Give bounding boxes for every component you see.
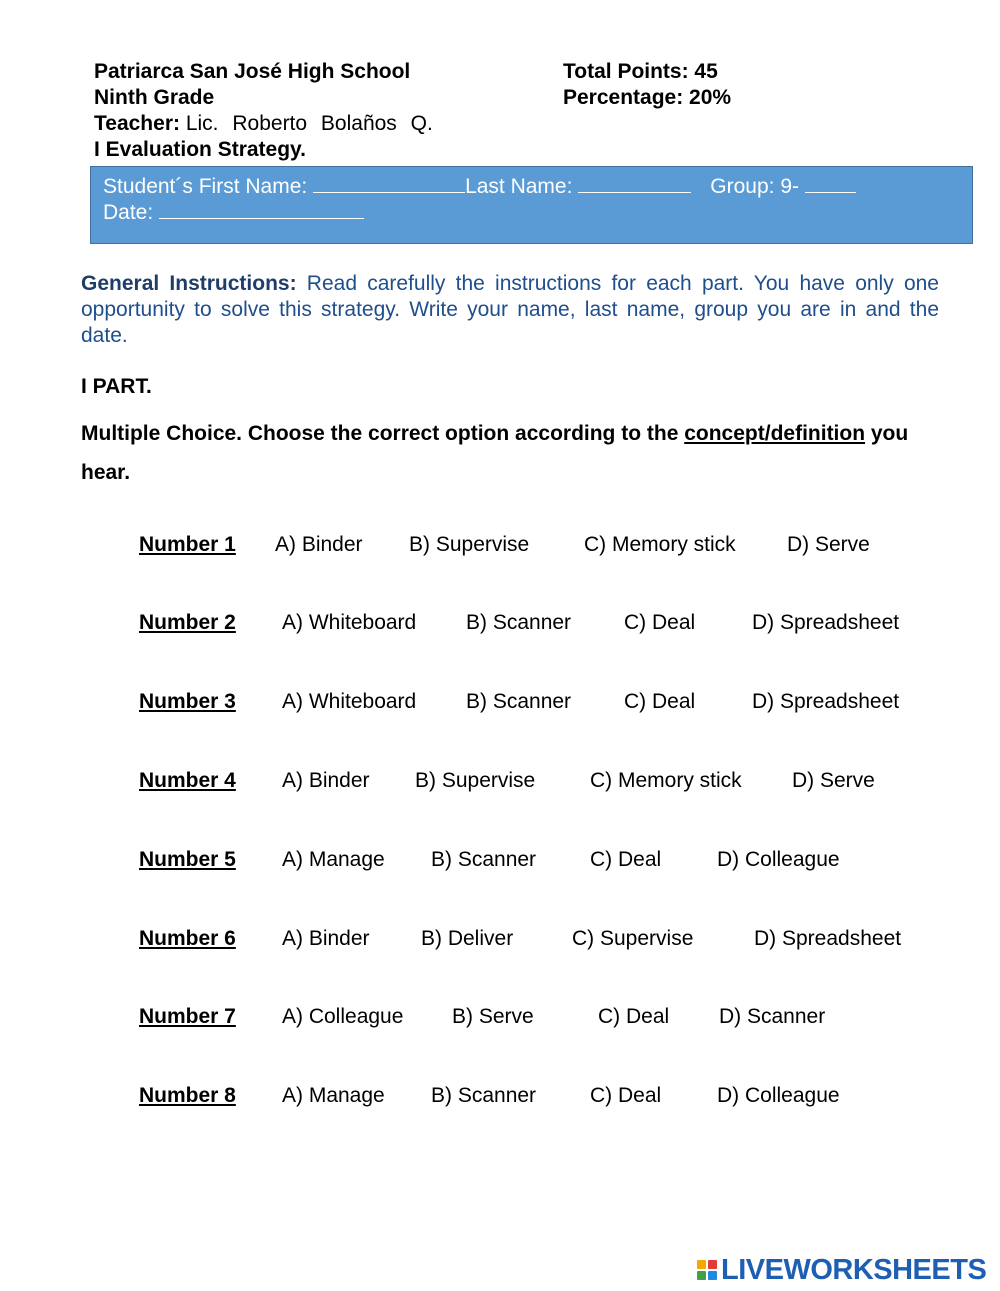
option-d[interactable]: D) Serve <box>787 533 870 556</box>
option-b[interactable]: B) Serve <box>452 1005 534 1028</box>
option-a[interactable]: A) Whiteboard <box>282 690 417 713</box>
percentage: Percentage: 20% <box>563 86 732 109</box>
multiple-choice-instructions <box>81 414 941 492</box>
question-label: Number 3 <box>139 690 236 713</box>
last-name-blank[interactable] <box>578 174 691 193</box>
option-a[interactable]: A) Manage <box>282 1084 385 1107</box>
question-label: Number 2 <box>139 611 236 634</box>
option-b[interactable]: B) Scanner <box>431 1084 537 1107</box>
question-label: Number 5 <box>139 848 236 871</box>
student-info-box <box>90 166 973 244</box>
option-c[interactable]: C) Deal <box>590 848 662 871</box>
teacher-name-3: Bolaños <box>320 112 397 135</box>
option-a[interactable]: A) Binder <box>275 533 363 556</box>
first-name-blank[interactable] <box>313 174 465 193</box>
logo-text: LIVEWORKSHEETS <box>721 1253 987 1286</box>
option-d[interactable]: D) Scanner <box>719 1005 826 1028</box>
date-label: Date: <box>103 201 160 224</box>
part-title: I PART. <box>81 375 152 398</box>
student-info-row-1 <box>103 174 960 200</box>
question-label: Number 8 <box>139 1084 236 1107</box>
first-name-label: Student´s First Name: <box>103 175 314 198</box>
teacher-line <box>94 111 433 137</box>
mc-text-underlined: concept/definition <box>684 422 866 445</box>
student-info-row-2 <box>103 200 960 226</box>
option-b[interactable]: B) Supervise <box>415 769 536 792</box>
option-c[interactable]: C) Deal <box>590 1084 662 1107</box>
group-label: Group: 9- <box>710 175 805 198</box>
option-b[interactable]: B) Supervise <box>409 533 530 556</box>
teacher-name-1: Lic. <box>185 112 219 135</box>
instructions-text: Read carefully the instructions for each part. You have only one opportunity to solve this strategy. Write your name, last name, group you are in and the date. <box>81 272 939 347</box>
teacher-label: Teacher: <box>94 112 180 135</box>
question-label: Number 4 <box>139 769 236 792</box>
liveworksheets-logo <box>697 1255 986 1285</box>
option-b[interactable]: B) Scanner <box>466 611 572 634</box>
option-b[interactable]: B) Scanner <box>431 848 537 871</box>
option-a[interactable]: A) Binder <box>282 769 370 792</box>
question-label: Number 1 <box>139 533 236 556</box>
option-d[interactable]: D) Spreadsheet <box>752 690 900 713</box>
strategy-title: I Evaluation Strategy. <box>94 138 306 161</box>
option-a[interactable]: A) Binder <box>282 927 370 950</box>
question-label: Number 6 <box>139 927 236 950</box>
option-c[interactable]: C) Memory stick <box>590 769 742 792</box>
option-a[interactable]: A) Whiteboard <box>282 611 417 634</box>
general-instructions <box>81 271 939 349</box>
date-blank[interactable] <box>159 200 364 219</box>
mc-text-before: Multiple Choice. Choose the correct option according to the <box>81 422 685 445</box>
option-b[interactable]: B) Deliver <box>421 927 514 950</box>
option-c[interactable]: C) Supervise <box>572 927 694 950</box>
teacher-name-4: Q. <box>410 112 433 135</box>
option-c[interactable]: C) Memory stick <box>584 533 736 556</box>
last-name-label: Last Name: <box>465 175 579 198</box>
question-label: Number 7 <box>139 1005 236 1028</box>
option-a[interactable]: A) Manage <box>282 848 385 871</box>
option-b[interactable]: B) Scanner <box>466 690 572 713</box>
option-a[interactable]: A) Colleague <box>282 1005 404 1028</box>
option-d[interactable]: D) Spreadsheet <box>752 611 900 634</box>
option-d[interactable]: D) Colleague <box>717 848 840 871</box>
option-d[interactable]: D) Serve <box>792 769 875 792</box>
option-c[interactable]: C) Deal <box>624 611 696 634</box>
mc-text-after: you hear. <box>81 422 909 484</box>
instructions-label: General Instructions: <box>81 272 297 295</box>
school-name: Patriarca San José High School <box>94 60 411 83</box>
option-c[interactable]: C) Deal <box>598 1005 670 1028</box>
liveworksheets-blocks-icon <box>697 1260 717 1280</box>
option-d[interactable]: D) Spreadsheet <box>754 927 902 950</box>
grade-level: Ninth Grade <box>94 86 215 109</box>
group-blank[interactable] <box>805 174 856 193</box>
option-d[interactable]: D) Colleague <box>717 1084 840 1107</box>
teacher-name-2: Roberto <box>232 112 308 135</box>
option-c[interactable]: C) Deal <box>624 690 696 713</box>
total-points: Total Points: 45 <box>563 60 718 83</box>
